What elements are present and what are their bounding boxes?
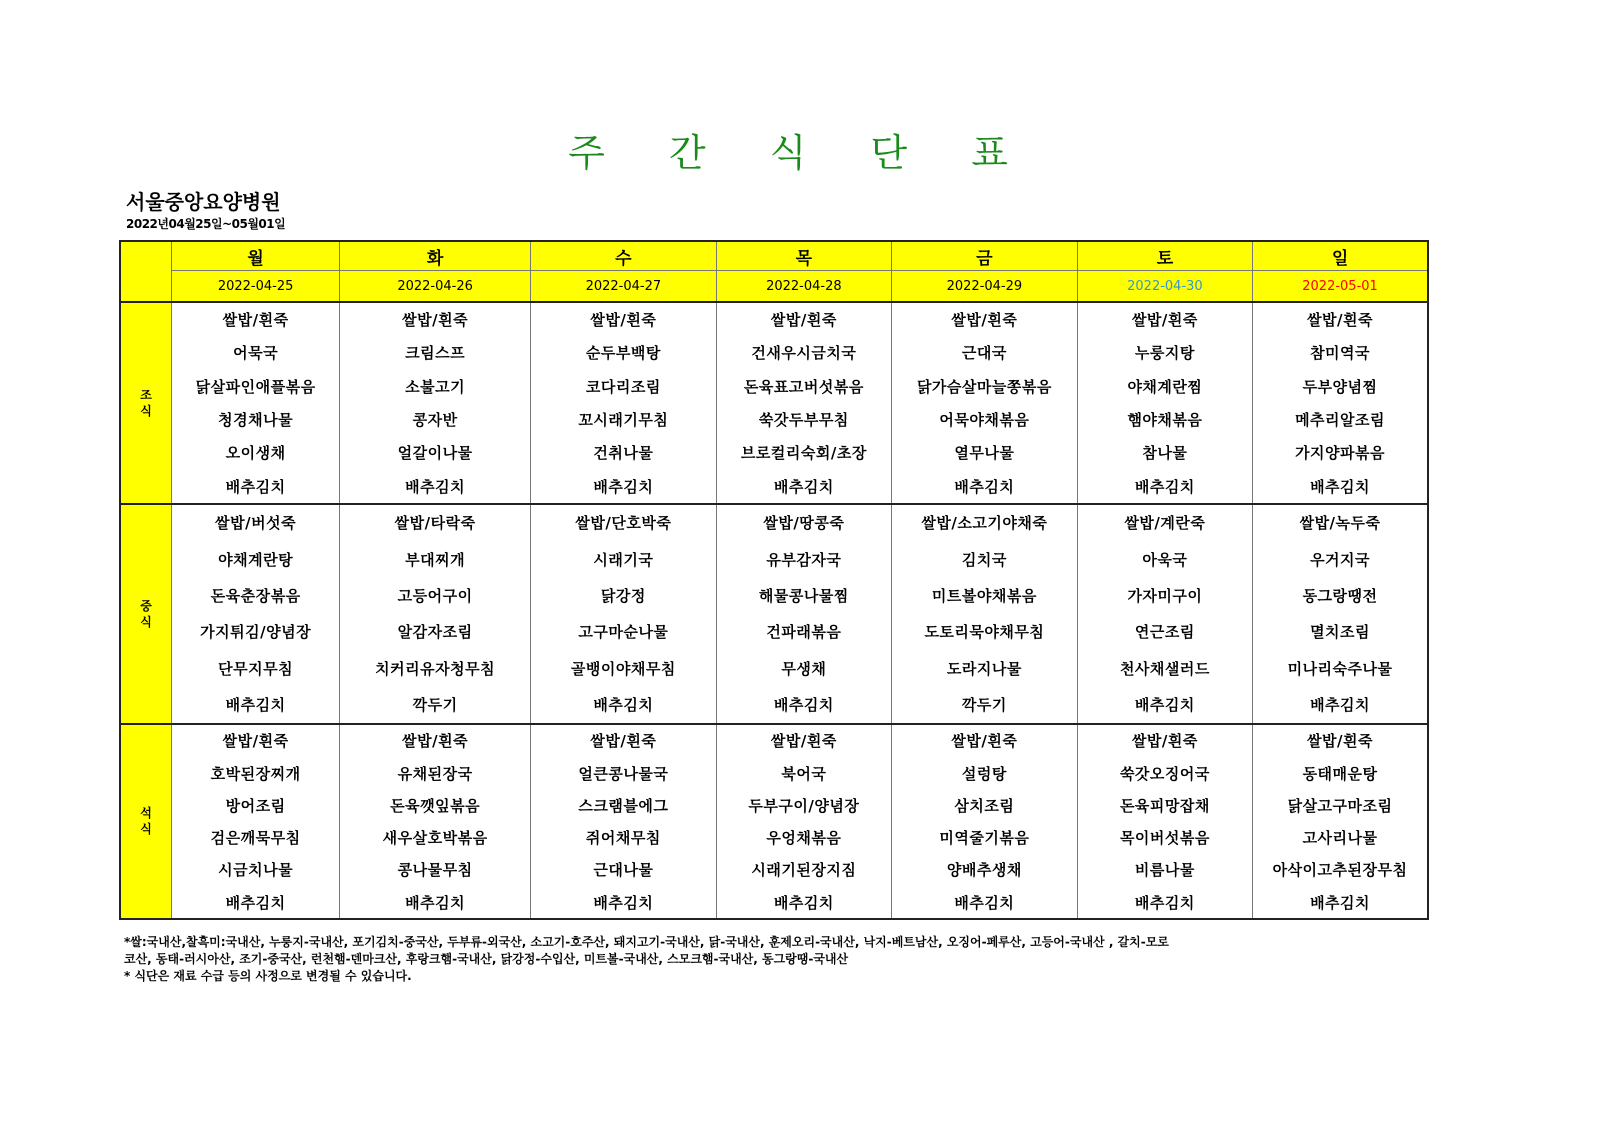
menu-item: 쌀밥/흰죽 bbox=[590, 311, 657, 330]
menu-cell bbox=[1077, 724, 1252, 919]
menu-item: 쌀밥/흰죽 bbox=[402, 311, 469, 330]
menu-item: 해물콩나물찜 bbox=[758, 587, 849, 606]
menu-item: 배추김치 bbox=[1134, 893, 1195, 912]
menu-item: 콩나물무침 bbox=[397, 861, 473, 880]
lunch-row bbox=[121, 504, 1427, 724]
menu-item: 쌀밥/흰죽 bbox=[770, 311, 837, 330]
date-header: 2022-04-27 bbox=[531, 271, 717, 303]
menu-item: 근대국 bbox=[961, 344, 1007, 363]
menu-item: 쑥갓오징어국 bbox=[1119, 764, 1210, 783]
meal-label-char: 식 bbox=[140, 822, 152, 837]
menu-item: 유채된장국 bbox=[397, 764, 473, 783]
menu-cell bbox=[716, 302, 891, 504]
menu-item: 건새우시금치국 bbox=[751, 344, 857, 363]
menu-cell bbox=[1253, 504, 1427, 724]
menu-item: 미트볼야채볶음 bbox=[931, 587, 1037, 606]
menu-item: 우거지국 bbox=[1310, 550, 1371, 569]
menu-item: 시래기국 bbox=[593, 550, 654, 569]
menu-item: 시래기된장지짐 bbox=[751, 861, 857, 880]
menu-item: 미나리숙주나물 bbox=[1287, 659, 1393, 678]
menu-item: 단무지무침 bbox=[218, 659, 294, 678]
weekly-menu-table bbox=[121, 242, 1427, 918]
menu-item: 골뱅이야채무침 bbox=[570, 659, 676, 678]
menu-item: 참나물 bbox=[1142, 444, 1188, 463]
menu-item: 쌀밥/흰죽 bbox=[222, 311, 289, 330]
menu-cell bbox=[716, 724, 891, 919]
menu-item: 배추김치 bbox=[773, 477, 834, 496]
menu-item: 두부구이/양념장 bbox=[748, 796, 860, 815]
menu-cell bbox=[172, 302, 340, 504]
meal-label-char: 식 bbox=[140, 614, 152, 629]
menu-item: 배추김치 bbox=[773, 893, 834, 912]
menu-item: 건취나물 bbox=[593, 444, 654, 463]
day-header: 목 bbox=[716, 242, 891, 271]
menu-cell bbox=[531, 302, 717, 504]
menu-item: 배추김치 bbox=[1134, 695, 1195, 714]
menu-cell bbox=[1077, 504, 1252, 724]
menu-item: 돈육춘장볶음 bbox=[210, 587, 301, 606]
menu-item: 소불고기 bbox=[405, 377, 466, 396]
menu-cell bbox=[1253, 724, 1427, 919]
menu-item: 새우살호박볶음 bbox=[382, 829, 488, 848]
page-title: 주 간 식 단 표 bbox=[568, 131, 1034, 175]
menu-item: 순두부백탕 bbox=[585, 344, 661, 363]
menu-item: 청경채나물 bbox=[218, 411, 294, 430]
menu-cell bbox=[892, 724, 1078, 919]
menu-item: 쌀밥/녹두죽 bbox=[1299, 514, 1381, 533]
day-header: 금 bbox=[892, 242, 1078, 271]
menu-item: 크림스프 bbox=[405, 344, 466, 363]
menu-item: 배추김치 bbox=[1310, 477, 1371, 496]
menu-item: 배추김치 bbox=[593, 893, 654, 912]
menu-cell bbox=[1077, 302, 1252, 504]
menu-item: 삼치조림 bbox=[954, 796, 1015, 815]
menu-item: 얼갈이나물 bbox=[397, 444, 473, 463]
dinner-row bbox=[121, 724, 1427, 919]
origin-note-line: *쌀:국내산,찰흑미:국내산, 누룽지-국내산, 포기김치-중국산, 두부류-외국산, 소고기-호주산, 돼지고기-국내산, 닭-국내산, 훈제오리-국내산, 낙지-베트남산, 오징어-페루산, 고등어-국내산 , 갈치-모로 bbox=[124, 935, 1169, 949]
day-header: 화 bbox=[340, 242, 531, 271]
menu-item: 아욱국 bbox=[1142, 550, 1188, 569]
menu-item: 쌀밥/흰죽 bbox=[1131, 732, 1198, 751]
menu-item: 깍두기 bbox=[412, 695, 458, 714]
menu-item: 콩자반 bbox=[412, 411, 458, 430]
menu-item: 동태매운탕 bbox=[1302, 764, 1378, 783]
menu-item: 아삭이고추된장무침 bbox=[1272, 861, 1408, 880]
menu-item: 천사채샐러드 bbox=[1119, 659, 1210, 678]
menu-item: 배추김치 bbox=[405, 893, 466, 912]
menu-item: 배추김치 bbox=[225, 695, 286, 714]
hospital-name: 서울중앙요양병원 bbox=[126, 190, 281, 214]
day-header: 일 bbox=[1253, 242, 1427, 271]
menu-item: 배추김치 bbox=[1310, 893, 1371, 912]
menu-item: 쌀밥/땅콩죽 bbox=[763, 514, 845, 533]
menu-item: 누룽지탕 bbox=[1134, 344, 1195, 363]
menu-item: 참미역국 bbox=[1310, 344, 1371, 363]
menu-cell bbox=[340, 302, 531, 504]
menu-item: 배추김치 bbox=[954, 893, 1015, 912]
menu-item: 고사리나물 bbox=[1302, 829, 1378, 848]
menu-item: 닭가슴살마늘쫑볶음 bbox=[916, 377, 1052, 396]
menu-item: 쑥갓두부무침 bbox=[758, 411, 849, 430]
menu-item: 쌀밥/단호박죽 bbox=[575, 514, 672, 533]
menu-item: 무생채 bbox=[781, 659, 827, 678]
menu-item: 도토리묵야채무침 bbox=[924, 623, 1045, 642]
menu-item: 배추김치 bbox=[954, 477, 1015, 496]
meal-label-char: 석 bbox=[140, 806, 152, 821]
menu-period: 2022년04월25일~05월01일 bbox=[126, 217, 286, 231]
menu-item: 방어조림 bbox=[225, 796, 286, 815]
menu-item: 두부양념찜 bbox=[1302, 377, 1378, 396]
menu-item: 배추김치 bbox=[225, 477, 286, 496]
menu-item: 닭살고구마조림 bbox=[1287, 796, 1393, 815]
menu-item: 부대찌개 bbox=[405, 550, 466, 569]
menu-item: 배추김치 bbox=[773, 695, 834, 714]
menu-item: 양배추생채 bbox=[946, 861, 1022, 880]
origin-note-line: 코산, 동태-러시아산, 조기-중국산, 런천햄-덴마크산, 후랑크햄-국내산, 닭강정-수입산, 미트볼-국내산, 스모크햄-국내산, 동그랑땡-국내산 bbox=[124, 952, 849, 966]
change-notice: * 식단은 재료 수급 등의 사정으로 변경될 수 있습니다. bbox=[124, 969, 412, 983]
menu-item: 설렁탕 bbox=[961, 764, 1007, 783]
menu-item: 배추김치 bbox=[1310, 695, 1371, 714]
menu-cell bbox=[340, 504, 531, 724]
menu-item: 근대나물 bbox=[593, 861, 654, 880]
menu-item: 연근조림 bbox=[1134, 623, 1195, 642]
menu-item: 브로컬리숙회/초장 bbox=[740, 444, 867, 463]
menu-cell bbox=[716, 504, 891, 724]
menu-item: 도라지나물 bbox=[946, 659, 1022, 678]
menu-item: 돈육피망잡채 bbox=[1119, 796, 1210, 815]
menu-item: 코다리조림 bbox=[585, 377, 661, 396]
menu-item: 깍두기 bbox=[961, 695, 1007, 714]
menu-item: 목이버섯볶음 bbox=[1119, 829, 1210, 848]
menu-item: 열무나물 bbox=[954, 444, 1015, 463]
menu-item: 햄야채볶음 bbox=[1127, 411, 1203, 430]
menu-item: 쌀밥/버섯죽 bbox=[215, 514, 297, 533]
menu-item: 검은깨묵무침 bbox=[210, 829, 301, 848]
date-header: 2022-04-26 bbox=[340, 271, 531, 303]
menu-cell bbox=[340, 724, 531, 919]
menu-item: 배추김치 bbox=[593, 477, 654, 496]
menu-item: 쌀밥/소고기야채죽 bbox=[921, 514, 1048, 533]
menu-item: 유부감자국 bbox=[766, 550, 842, 569]
menu-item: 스크램블에그 bbox=[578, 796, 669, 815]
menu-item: 쌀밥/계란죽 bbox=[1124, 514, 1206, 533]
menu-item: 쌀밥/흰죽 bbox=[1131, 311, 1198, 330]
menu-item: 닭살파인애플볶음 bbox=[195, 377, 316, 396]
day-header-row bbox=[121, 242, 1427, 271]
menu-cell bbox=[1253, 302, 1427, 504]
menu-cell bbox=[892, 504, 1078, 724]
menu-item: 닭강정 bbox=[600, 587, 646, 606]
menu-item: 돈육표고버섯볶음 bbox=[743, 377, 864, 396]
menu-item: 미역줄기볶음 bbox=[939, 829, 1030, 848]
meal-label bbox=[121, 504, 172, 724]
menu-item: 고구마순나물 bbox=[578, 623, 669, 642]
menu-item: 가자미구이 bbox=[1127, 587, 1203, 606]
menu-item: 쌀밥/흰죽 bbox=[951, 311, 1018, 330]
menu-item: 야채계란찜 bbox=[1127, 377, 1203, 396]
day-header: 월 bbox=[172, 242, 340, 271]
notes bbox=[124, 934, 1414, 985]
date-header-sunday: 2022-05-01 bbox=[1253, 271, 1427, 303]
day-header: 수 bbox=[531, 242, 717, 271]
menu-item: 쌀밥/흰죽 bbox=[1307, 732, 1374, 751]
menu-cell bbox=[172, 504, 340, 724]
menu-cell bbox=[531, 504, 717, 724]
menu-item: 야채계란탕 bbox=[218, 550, 294, 569]
meal-label-char: 식 bbox=[140, 403, 152, 418]
menu-cell bbox=[172, 724, 340, 919]
menu-item: 메추리알조림 bbox=[1295, 411, 1386, 430]
menu-item: 쌀밥/타락죽 bbox=[394, 514, 476, 533]
date-header: 2022-04-29 bbox=[892, 271, 1078, 303]
menu-item: 배추김치 bbox=[225, 893, 286, 912]
date-header-saturday: 2022-04-30 bbox=[1077, 271, 1252, 303]
date-header: 2022-04-25 bbox=[172, 271, 340, 303]
menu-item: 가지튀김/양념장 bbox=[200, 623, 312, 642]
menu-item: 가지양파볶음 bbox=[1295, 444, 1386, 463]
menu-item: 쥐어채무침 bbox=[585, 829, 661, 848]
meal-label-char: 조 bbox=[140, 387, 152, 402]
breakfast-row bbox=[121, 302, 1427, 504]
menu-item: 배추김치 bbox=[593, 695, 654, 714]
menu-item: 배추김치 bbox=[405, 477, 466, 496]
menu-body bbox=[121, 302, 1427, 918]
date-header-row bbox=[121, 271, 1427, 303]
meal-label bbox=[121, 724, 172, 919]
corner-cell bbox=[121, 242, 172, 302]
menu-item: 고등어구이 bbox=[397, 587, 473, 606]
date-header: 2022-04-28 bbox=[716, 271, 891, 303]
meal-label-char: 중 bbox=[140, 598, 152, 613]
menu-item: 어묵야채볶음 bbox=[939, 411, 1030, 430]
menu-item: 돈육깻잎볶음 bbox=[390, 796, 481, 815]
menu-item: 김치국 bbox=[961, 550, 1007, 569]
menu-item: 알감자조림 bbox=[397, 623, 473, 642]
menu-item: 치커리유자청무침 bbox=[375, 659, 496, 678]
menu-item: 쌀밥/흰죽 bbox=[1307, 311, 1374, 330]
menu-item: 꼬시래기무침 bbox=[578, 411, 669, 430]
menu-cell bbox=[531, 724, 717, 919]
menu-item: 시금치나물 bbox=[218, 861, 294, 880]
menu-item: 얼큰콩나물국 bbox=[578, 764, 669, 783]
menu-item: 비름나물 bbox=[1134, 861, 1195, 880]
menu-item: 쌀밥/흰죽 bbox=[951, 732, 1018, 751]
menu-item: 동그랑땡전 bbox=[1302, 587, 1378, 606]
menu-cell bbox=[892, 302, 1078, 504]
menu-item: 쌀밥/흰죽 bbox=[770, 732, 837, 751]
menu-item: 건파래볶음 bbox=[766, 623, 842, 642]
menu-item: 쌀밥/흰죽 bbox=[222, 732, 289, 751]
menu-item: 쌀밥/흰죽 bbox=[590, 732, 657, 751]
meal-label bbox=[121, 302, 172, 504]
menu-item: 오이생채 bbox=[225, 444, 286, 463]
menu-item: 호박된장찌개 bbox=[210, 764, 301, 783]
menu-item: 어묵국 bbox=[233, 344, 279, 363]
menu-item: 쌀밥/흰죽 bbox=[402, 732, 469, 751]
day-header: 토 bbox=[1077, 242, 1252, 271]
menu-item: 우엉채볶음 bbox=[766, 829, 842, 848]
menu-item: 배추김치 bbox=[1134, 477, 1195, 496]
menu-item: 북어국 bbox=[781, 764, 827, 783]
menu-item: 멸치조림 bbox=[1310, 623, 1371, 642]
